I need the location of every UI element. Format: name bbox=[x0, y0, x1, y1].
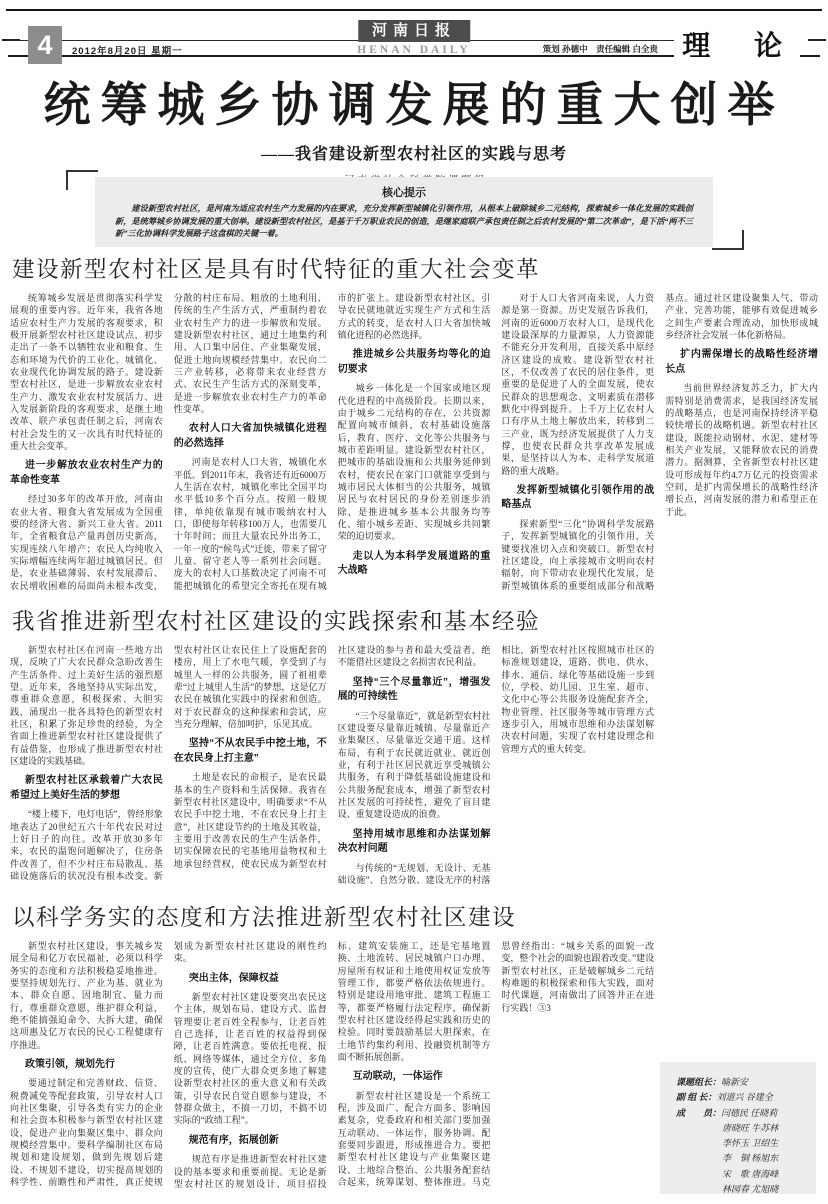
date-text: 2012年8月20日 星期一 bbox=[72, 46, 183, 57]
article-paragraph: 与传统的“无规划、无设计、无基础设施”、自然分散、建设无序的村落相比，新型农村社区按照城市社区的标准规划建设，道路、供电、供水、排水、通信、绿化等基础设施一步到位，学校、幼儿园、卫生室、超市、文化中心等公共服务设施配套齐全，物业管理、社区服务等城市管理方式逐步引入，用城市思维和办法谋划解决农村问题，实现了农村建设理念和管理方式的重大转变。 bbox=[337, 645, 655, 885]
article-subheading: 新型农村社区承载着广大农民希望过上美好生活的梦想 bbox=[10, 775, 163, 801]
core-tips-box bbox=[95, 177, 713, 247]
credit-row: 李怀玉 卫绍生 bbox=[722, 1138, 779, 1149]
main-headline: 统筹城乡协调发展的重大创举 bbox=[43, 80, 785, 132]
credit-row: 副 组 长：刘道兴 谷建全 bbox=[676, 1092, 773, 1103]
article-paragraph: 经过30多年的改革开放，河南由农业大省、粮食大省发展成为全国重要的经济大省、新兴工业大省。2011年，全省粮食总产量再创历史新高，实现连续八年增产；农民人均纯收入实际增幅连续两年超过城镇居民。但是，农业基础薄弱、农村发展滞后、农民增收困难的局面尚未根本改变，分散的村庄布局、粗放的土地利用、传统的生产生活方式，严重制约着农业农村生产力的进一步解放和发展。建设新型农村社区，通过土地集约利用、人口集中居住、产业集聚发展，促进土地向规模经营集中、农民向二三产业转移，必将带来农业经营方式、农民生产生活方式的深刻变革，是进一步解放农业农村生产力的革命性变革。 bbox=[10, 293, 327, 591]
article-paragraph: 河南是农村人口大省，城镇化水平低。到2011年末，我省还有近6000万人生活在农村，城镇化率比全国平均水平低10多个百分点。按照一般规律，单纯依靠现有城市吸纳农村人口，即使每年转移100万人，也需要几十年时间；而且大量农民外出务工，一年一度的“候鸟式”迁徙，带来了留守儿童、留守老人等一系列社会问题。庞大的农村人口基数决定了河南不可能把城镇化的希望完全寄托在现有城市的扩张上。建设新型农村社区，引导农民就地就近实现生产方式和生活方式的转变，是农村人口大省加快城镇化进程的必然选择。 bbox=[173, 293, 491, 591]
article-paragraph: 新型农村社区建设，事关城乡发展全局和亿万农民福祉，必须以科学务实的态度和方法积极稳妥地推进。要坚持规划先行、产业为基、就业为本、群众自愿、因地制宜、量力而行，尊重群众意愿，维护群众利益，绝不能搞强迫命令、大拆大建，确保这项惠及亿万农民的民心工程健康有序推进。 bbox=[10, 941, 163, 1050]
credit-row: 李 铜 杨旭东 bbox=[722, 1153, 779, 1164]
article-subheading: 走以人为本科学发展道路的重大战略 bbox=[337, 550, 491, 577]
sub-headline: ——我省建设新型农村社区的实践与思考 bbox=[260, 146, 567, 163]
section-label: 理 论 bbox=[674, 24, 800, 64]
article-subheading: 扩内需保增长的战略性经济增长点 bbox=[665, 349, 818, 375]
article-subheading: 农村人口大省加快城镇化进程的必然选择 bbox=[173, 423, 327, 449]
credits-rows bbox=[676, 1075, 806, 1197]
article-paragraph: 新型农村社区建设要突出农民这个主体，规划布局、建设方式、监督管理要让老百姓全程参与，让老百姓自己选择，让老百姓的权益得到保障，让老百姓满意。要依托电视、报纸、网络等媒体，通过全方位、多角度的宣传，使广大群众更多地了解建设新型农村社区的重大意义和有关政策，引导农民自觉自愿参与建设，不替群众做主，不搞一刀切，不搞不切实际的“政绩工程”。 bbox=[173, 992, 327, 1126]
corner-bracket-bottom-right bbox=[712, 230, 744, 250]
credits-box bbox=[660, 1062, 816, 1194]
staff-credits: 策划 孙德中 责任编辑 白全贵 bbox=[542, 44, 658, 54]
article-paragraph: 统筹城乡发展是贯彻落实科学发展观的重要内容。近年来，我省各地适应农村生产力发展的客观要求，积极开展新型农村社区建设试点，初步走出了一条不以牺牲农业和粮食、生态和环境为代价的工业化、城镇化、农业现代化协调发展的路子。建设新型农村社区，是进一步解放农业农村生产力、激发农业农村发展活力、进入发展新阶段的客观要求，是继土地改革、联产承包责任制之后，河南农村社会发生的又一次具有时代特征的重大社会变革。 bbox=[10, 293, 163, 451]
section-columns bbox=[10, 644, 818, 892]
credit-row: 林园春 尤旭晓 bbox=[722, 1184, 779, 1195]
section-heading: 建设新型农村社区是具有时代特征的重大社会变革 bbox=[12, 257, 541, 282]
corner-bracket-top-left bbox=[66, 170, 98, 190]
article-paragraph: 城乡一体化是一个国家或地区现代化进程的中高级阶段。长期以来，由于城乡二元结构的存在，公共资源配置向城市倾斜，农村基础设施落后，教育、医疗、文化等公共服务与城市差距明显。建设新型农村社区，把城市的基础设施和公共服务延伸到农村，使农民在家门口就能享受到与城市居民大体相当的公共服务，城镇居民与农村居民的身份差别逐步消除，是推进城乡基本公共服务均等化、缩小城乡差距、实现城乡共同繁荣的迫切要求。 bbox=[337, 383, 491, 542]
core-tips-body: 建设新型农村社区，是河南为适应农村生产力发展的内在要求，充分发挥新型城镇化引领作用，从根本上破除城乡二元结构，探索城乡一体化发展的实践创新，是统筹城乡协调发展的重大创举。建设新型农村社区，是基于千万职业农民的创造，是继家庭联产承包责任制之后农村发展的“第二次革命”，是下活“两不三新”三化协调科学发展路子这盘棋的关键一着。 bbox=[115, 204, 693, 239]
credit-row: 成 员：闫德民 任晓莉 bbox=[676, 1107, 778, 1118]
article-paragraph: 当前世界经济复苏乏力，扩大内需特别是消费需求，是我国经济发展的战略基点，也是河南保持经济平稳较快增长的战略机遇。新型农村社区建设，既能拉动钢材、水泥、建材等相关产业发展，又能释放农民的消费潜力。据测算，全省新型农村社区建设可形成每年约4.7万亿元的投资需求空间，是扩内需保增长的战略性经济增长点，河南发展的潜力和希望正在于此。 bbox=[665, 383, 818, 517]
article-paragraph: 对于人口大省河南来说，人力资源是第一资源。历史发展告诉我们，河南的近6000万农村人口，是现代化建设最深厚的力量源泉，人力资源能不能充分开发利用，直接关系中原经济区建设的成败。建设新型农村社区，不仅改善了农民的居住条件，更重要的是促进了人的全面发展，使农民群众的思想观念、文明素质在潜移默化中得到提升。上千万上亿农村人口有序从土地上解放出来，转移到二三产业，既为经济发展提供了人力支撑，也使农民群众共享改革发展成果，是坚持以人为本、走科学发展道路的重大战略。 bbox=[501, 293, 655, 476]
section-heading: 以科学务实的态度和方法推进新型农村社区建设 bbox=[12, 905, 517, 930]
credit-row: 宋 歌 唐海峰 bbox=[722, 1168, 779, 1179]
header-mid-rule bbox=[8, 40, 678, 41]
article-section-2 bbox=[10, 604, 818, 892]
credit-row: 唐晓旺 牛苏林 bbox=[722, 1122, 779, 1133]
section-heading: 我省推进新型农村社区建设的实践探索和基本经验 bbox=[12, 609, 541, 634]
article-subheading: 坚持“三个尽量靠近”，增强发展的可持续性 bbox=[337, 676, 491, 703]
headline-block bbox=[0, 68, 828, 186]
article-paragraph: 探索新型“三化”协调科学发展路子，发挥新型城镇化的引领作用，关键要找准切入点和突破口。新型农村社区建设，向上承接城市文明向农村辐射，向下带动农业现代化发展，是新型城镇体系的重要组成部分和战略基点。通过社区建设聚集人气、带动产业、完善功能，能够有效促进城乡之间生产要素合理流动，加快形成城乡经济社会发展一体化新格局。 bbox=[501, 293, 818, 591]
masthead-logo: 河南日报 bbox=[358, 20, 470, 42]
article-paragraph: 新型农村社区建设是一个系统工程，涉及面广、配合方面多、影响因素复杂，党委政府和相关部门要加强互动联动、一体运作，服务协调、配套要同步跟进，形成推进合力。要把新型农村社区建设与产业集聚区建设、土地综合整治、公共服务配套结合起来，统筹谋划、整体推进。马克思曾经指出：“城乡关系的面貌一改变，整个社会的面貌也跟着改变。”建设新型农村社区，正是破解城乡二元结构难题的积极探索和伟大实践，面对时代课题，河南做出了回答并正在进行实践！③3 bbox=[337, 941, 655, 1188]
article-subheading: 突出主体，保障权益 bbox=[188, 972, 279, 984]
masthead-english: HENAN DAILY bbox=[357, 44, 471, 56]
article-paragraph: 规范有序是推进新型农村社区建设的基本要求和重要前提。无论是新型农村社区的规划设计、项目招投标、建筑安装施工，还是宅基地置换、土地流转、居民城镇户口办理、房屋所有权证和土地使用权证发放等管理工作，都要严格依法依规进行。特别是建设用地审批、建筑工程施工等，都要严格履行法定程序，确保新型农村社区建设经得起实践和历史的检验。同时要鼓励基层大胆探索，在土地节约集约利用、投融资机制等方面不断拓展创新。 bbox=[173, 941, 491, 1189]
article-subheading: 发挥新型城镇化引领作用的战略基点 bbox=[501, 484, 655, 511]
article-section-1 bbox=[10, 252, 818, 598]
article-paragraph: 要通过制定和完善财政、信贷、税费减免等配套政策，引导农村人口向社区集聚，引导各类有实力的企业和社会资本积极参与新型农村社区建设，促进产业向集聚区集中、群众向规模经营集中。要科学编制社区布局规划和建设规划，做到先规划后建设、不规划不建设，切实提高规划的科学性、前瞻性和严肃性，真正使规划成为新型农村社区建设的刚性约束。 bbox=[10, 941, 327, 1188]
core-tips-title: 核心提示 bbox=[382, 187, 426, 199]
top-border-rule bbox=[6, 9, 822, 11]
article-subheading: 进一步解放农业农村生产力的革命性变革 bbox=[10, 460, 163, 486]
article-subheading: 坚持用城市思维和办法谋划解决农村问题 bbox=[337, 828, 491, 855]
article-subheading: 推进城乡公共服务均等化的迫切要求 bbox=[337, 349, 491, 375]
article-subheading: 规范有序，拓展创新 bbox=[188, 1134, 279, 1146]
section-columns bbox=[10, 292, 818, 598]
article-paragraph: 新型农村社区在河南一些地方出现，反映了广大农民群众急盼改善生产生活条件、过上美好生活的强烈愿望。近年来，各地坚持从实际出发，尊重群众意愿，积极探索、大胆实践，涌现出一批各具特色的新型农村社区，积累了弥足珍贵的经验，为全省面上推进新型农村社区建设提供了有益借鉴，也形成了推进新型农村社区建设的实践基础。 bbox=[10, 645, 163, 766]
article-subheading: 互动联动，一体运作 bbox=[352, 1071, 443, 1083]
article-subheading: 坚持“不从农民手中挖土地，不在农民身上打主意” bbox=[173, 738, 327, 764]
credit-row: 课题组长：喻新安 bbox=[676, 1077, 749, 1087]
masthead bbox=[357, 20, 470, 56]
article-paragraph: 土地是农民的命根子，是农民最基本的生产资料和生活保障。我省在新型农村社区建设中，明确要求“不从农民手中挖土地，不在农民身上打主意”，社区建设节约的土地及其收益，主要用于改善农民的生产生活条件，切实保障农民的宅基地用益物权和土地承包经营权，使农民成为新型农村社区建设的参与者和最大受益者，绝不能借社区建设之名损害农民利益。 bbox=[173, 645, 491, 869]
header-right-dash bbox=[808, 39, 826, 41]
article-paragraph: “楼上楼下，电灯电话”，曾经形象地表达了20世纪五六十年代农民对过上好日子的向往。改革开放30多年来，农民的温饱问题解决了，住房条件改善了，但不少村庄布局散乱、基础设施落后的状况没有根本改变。新型农村社区让农民住上了设施配套的楼房，用上了水电气暖，享受到了与城里人一样的公共服务，圆了祖祖辈辈“过上城里人生活”的梦想，这是亿万农民在城镇化实践中的探索和创造。对于农民群众的这种探索和尝试，应当充分理解，倍加呵护，乐见其成。 bbox=[10, 645, 327, 881]
page-number: 4 bbox=[28, 26, 62, 64]
article-paragraph: “三个尽量靠近”，就是新型农村社区建设要尽量靠近城镇、尽量靠近产业集聚区、尽量靠近交通干道。这样布局，有利于农民就近就业、就近创业，有利于社区居民就近享受城镇公共服务，有利于降低基础设施建设和公共服务配套成本，增强了新型农村社区发展的可持续性，避免了盲目建设、重复建设造成的浪费。 bbox=[337, 710, 491, 820]
article-subheading: 政策引领，规划先行 bbox=[25, 1058, 115, 1070]
